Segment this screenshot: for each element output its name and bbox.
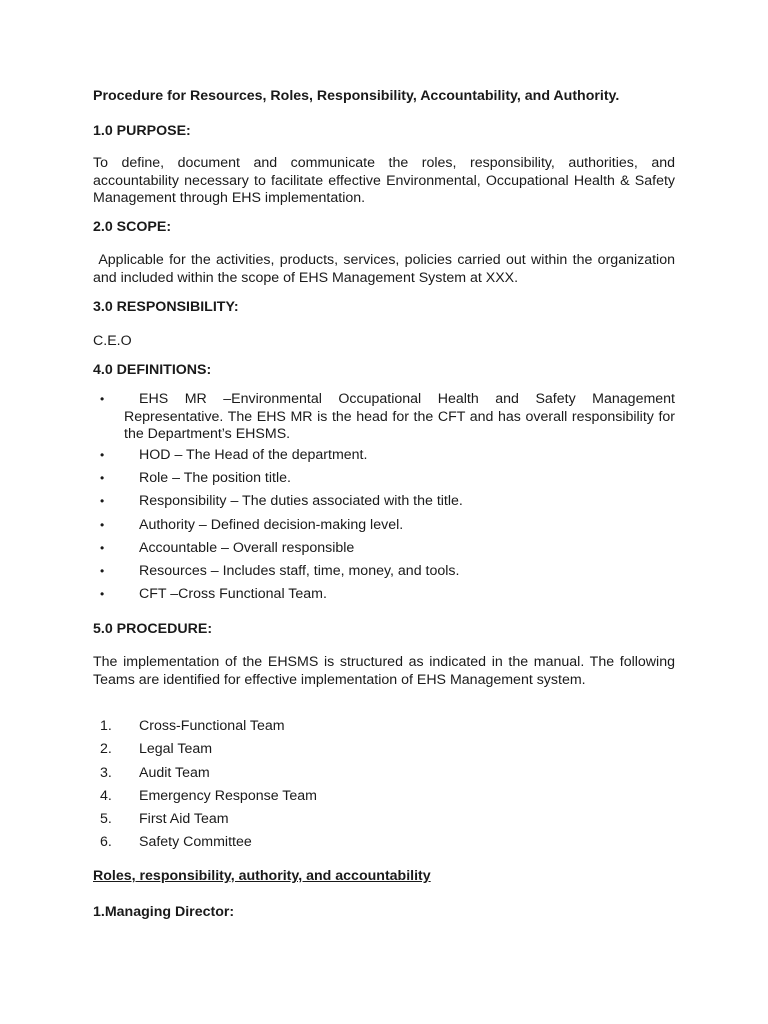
definition-text: Role – The position title. <box>139 470 291 486</box>
team-label: Emergency Response Team <box>139 788 317 804</box>
purpose-heading: 1.0 PURPOSE: <box>93 123 191 139</box>
bullet-icon: • <box>100 448 105 462</box>
bullet-icon: • <box>100 392 105 406</box>
team-label: Legal Team <box>139 741 213 757</box>
definition-text: Authority – Defined decision-making level. <box>139 517 404 533</box>
bullet-icon: • <box>100 564 105 578</box>
responsibility-heading: 3.0 RESPONSIBILITY: <box>93 299 239 315</box>
definition-text: Accountable – Overall responsible <box>139 540 355 556</box>
responsibility-text: C.E.O <box>93 333 132 349</box>
bullet-icon: • <box>100 471 105 485</box>
definition-text: EHS MR –Environmental Occupational Health and Safety Management Representative. The EHS MR is the head for the CFT and has overall responsibility for the Department’s EHSMS. <box>124 391 675 442</box>
list-number: 3. <box>100 765 112 781</box>
purpose-text: To define, document and communicate the roles, responsibility, authorities, and accountability necessary to facilitate effective Environmental, Occupational Health & Safety Management through EHS implementation. <box>93 155 675 206</box>
list-number: 6. <box>100 834 112 850</box>
definition-text: HOD – The Head of the department. <box>139 447 368 463</box>
definition-text: Resources – Includes staff, time, money, and tools. <box>139 563 460 579</box>
procedure-heading: 5.0 PROCEDURE: <box>93 621 213 637</box>
bullet-icon: • <box>100 587 105 601</box>
definition-text: CFT –Cross Functional Team. <box>139 586 327 602</box>
document-title: Procedure for Resources, Roles, Responsibility, Accountability, and Authority. <box>93 88 620 104</box>
bullet-icon: • <box>100 541 105 555</box>
team-label: Cross-Functional Team <box>139 718 285 734</box>
definitions-heading: 4.0 DEFINITIONS: <box>93 362 212 378</box>
list-number: 1. <box>100 718 112 734</box>
scope-heading: 2.0 SCOPE: <box>93 219 172 235</box>
bullet-icon: • <box>100 518 105 532</box>
scope-text: Applicable for the activities, products, services, policies carried out within the organization and included within the scope of EHS Management System at XXX. <box>93 252 679 286</box>
procedure-text: The implementation of the EHSMS is structured as indicated in the manual. The following Teams are identified for effective implementation of EHS Management system. <box>93 654 675 688</box>
team-label: Safety Committee <box>139 834 252 850</box>
roles-heading: Roles, responsibility, authority, and accountability <box>93 868 431 884</box>
bullet-icon: • <box>100 494 105 508</box>
definition-text: Responsibility – The duties associated with the title. <box>139 493 463 509</box>
team-label: Audit Team <box>139 765 210 781</box>
team-label: First Aid Team <box>139 811 229 827</box>
list-number: 2. <box>100 741 112 757</box>
managing-director-heading: 1.Managing Director: <box>93 904 235 920</box>
list-number: 5. <box>100 811 112 827</box>
list-number: 4. <box>100 788 112 804</box>
